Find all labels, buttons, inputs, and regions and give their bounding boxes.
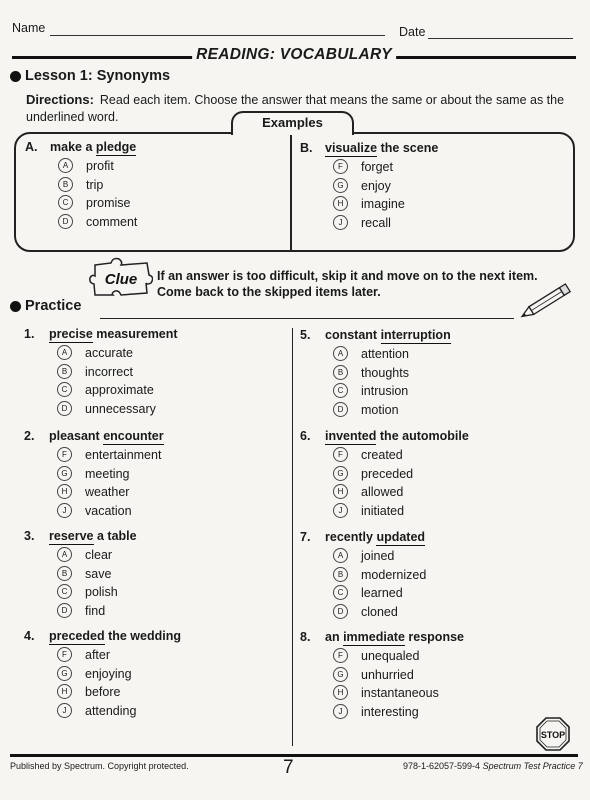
answer-bubble[interactable]: H <box>57 484 72 499</box>
question-number: 5. <box>300 328 311 342</box>
answer-bubble[interactable]: J <box>57 503 72 518</box>
answer-text: incorrect <box>85 364 133 379</box>
answer-options <box>333 446 469 520</box>
answer-text: unhurried <box>361 667 414 682</box>
answer-option[interactable] <box>58 157 137 176</box>
answer-option[interactable] <box>57 602 137 621</box>
question-stem <box>300 328 451 342</box>
answer-option[interactable] <box>57 702 181 721</box>
question-stem <box>300 141 438 155</box>
examples-divider <box>290 132 292 250</box>
question-stem <box>300 429 469 443</box>
answer-text: allowed <box>361 485 404 499</box>
clue-line-2: Come back to the skipped items later. <box>157 284 381 299</box>
footer-rule <box>10 754 578 757</box>
answer-bubble[interactable]: J <box>333 704 348 719</box>
answer-text: enjoy <box>361 178 391 193</box>
answer-bubble[interactable]: G <box>333 466 348 481</box>
clue-puzzle-icon <box>89 257 153 297</box>
stop-sign-icon <box>536 717 570 751</box>
question-number: 7. <box>300 530 311 544</box>
clue-text <box>157 269 538 300</box>
answer-text: imagine <box>361 197 405 211</box>
answer-bubble[interactable]: F <box>333 159 348 174</box>
answer-option[interactable] <box>58 213 137 232</box>
answer-option[interactable] <box>333 382 451 401</box>
answer-text: unnecessary <box>85 401 156 416</box>
answer-text: cloned <box>361 604 398 619</box>
answer-bubble[interactable]: A <box>57 547 72 562</box>
answer-option[interactable] <box>57 565 137 584</box>
answer-bubble[interactable]: B <box>333 567 348 582</box>
answer-option[interactable] <box>57 381 178 400</box>
underlined-word: immediate <box>343 630 405 644</box>
answer-bubble[interactable]: A <box>333 548 348 563</box>
answer-option[interactable] <box>58 176 137 195</box>
answer-bubble[interactable]: B <box>57 566 72 581</box>
question-item <box>25 140 137 231</box>
footer-isbn: 978-1-62057-599-4 <box>403 761 481 771</box>
answer-option[interactable] <box>333 603 426 622</box>
question-number: A. <box>25 140 38 154</box>
question-stem <box>24 429 164 443</box>
question-stem <box>24 327 178 341</box>
answer-bubble[interactable]: B <box>58 177 73 192</box>
examples-tab: Examples <box>231 111 354 135</box>
answer-option[interactable] <box>57 400 178 419</box>
name-label: Name <box>12 21 46 35</box>
answer-text: enjoying <box>85 666 132 681</box>
underlined-word: interruption <box>380 328 451 342</box>
question-item <box>300 328 451 419</box>
stem-before-text: make a <box>50 140 93 154</box>
answer-option[interactable] <box>333 195 438 214</box>
answer-option[interactable] <box>333 214 438 233</box>
answer-option[interactable] <box>57 502 164 521</box>
answer-option[interactable] <box>333 584 426 603</box>
answer-text: attention <box>361 347 409 361</box>
question-item <box>24 629 181 720</box>
answer-option[interactable] <box>333 483 469 502</box>
question-item <box>300 630 464 721</box>
clue-badge-text: Clue <box>104 271 138 288</box>
answer-text: vacation <box>85 503 132 518</box>
name-line[interactable] <box>50 35 385 36</box>
answer-option[interactable] <box>333 465 469 484</box>
question-stem <box>300 630 464 644</box>
question-number: B. <box>300 141 313 155</box>
answer-options <box>57 546 137 620</box>
stem-before-text: constant <box>325 328 378 342</box>
answer-option[interactable] <box>57 546 137 565</box>
practice-heading <box>10 298 81 314</box>
answer-bubble[interactable]: C <box>57 382 72 397</box>
answer-text: before <box>85 685 121 699</box>
directions-label: Directions: <box>26 92 94 107</box>
answer-bubble[interactable]: J <box>333 215 348 230</box>
answer-bubble[interactable]: F <box>57 447 72 462</box>
practice-title: Practice <box>25 298 82 314</box>
date-line[interactable] <box>428 38 573 39</box>
bullet-icon <box>10 71 21 82</box>
answer-text: attending <box>85 703 137 718</box>
answer-option[interactable] <box>333 364 451 383</box>
answer-options <box>57 446 164 520</box>
footer-book-info <box>403 761 583 771</box>
underlined-word: reserve <box>49 529 94 543</box>
answer-text: modernized <box>361 567 427 582</box>
underlined-word: precise <box>49 327 93 341</box>
question-item <box>300 429 469 520</box>
answer-text: motion <box>361 402 399 417</box>
answer-text: forget <box>361 160 393 174</box>
answer-text: joined <box>361 549 395 563</box>
answer-text: polish <box>85 585 118 599</box>
footer-copyright: Published by Spectrum. Copyright protected. <box>10 761 189 771</box>
answer-option[interactable] <box>58 194 137 213</box>
question-item <box>24 429 164 520</box>
question-stem <box>300 530 426 544</box>
question-item <box>24 327 178 418</box>
answer-option[interactable] <box>57 583 137 602</box>
answer-options <box>333 547 426 621</box>
answer-option[interactable] <box>333 446 469 465</box>
question-item <box>300 530 426 621</box>
answer-option[interactable] <box>333 547 426 566</box>
question-item <box>24 529 137 620</box>
answer-text: learned <box>361 586 403 600</box>
answer-text: save <box>85 566 112 581</box>
clue-line-1: If an answer is too difficult, skip it and move on to the next item. <box>157 269 538 283</box>
answer-option[interactable] <box>333 566 426 585</box>
title-bar <box>12 46 576 66</box>
date-label: Date <box>399 25 426 39</box>
answer-option[interactable] <box>57 665 181 684</box>
answer-bubble[interactable]: B <box>57 364 72 379</box>
answer-text: recall <box>361 215 391 230</box>
question-number: 8. <box>300 630 311 644</box>
answer-options <box>57 646 181 720</box>
answer-text: initiated <box>361 503 405 518</box>
answer-bubble[interactable]: F <box>333 648 348 663</box>
answer-options <box>58 157 137 231</box>
answer-text: meeting <box>85 466 130 481</box>
answer-bubble[interactable]: A <box>57 345 72 360</box>
pencil-icon <box>515 282 577 322</box>
answer-bubble[interactable]: D <box>333 604 348 619</box>
answer-option[interactable] <box>57 363 178 382</box>
question-number: 4. <box>24 629 35 643</box>
question-number: 2. <box>24 429 35 443</box>
stem-after-text: measurement <box>96 327 178 341</box>
answer-option[interactable] <box>57 683 181 702</box>
stem-before-text: pleasant <box>49 429 100 443</box>
footer-book-title: Spectrum Test Practice 7 <box>482 761 583 771</box>
answer-options <box>57 344 178 418</box>
answer-option[interactable] <box>57 646 181 665</box>
page-number: 7 <box>283 757 294 778</box>
answer-text: accurate <box>85 346 133 360</box>
answer-option[interactable] <box>57 344 178 363</box>
answer-text: created <box>361 448 403 462</box>
stem-after-text: the scene <box>380 141 439 155</box>
answer-bubble[interactable]: F <box>57 647 72 662</box>
answer-option[interactable] <box>333 684 464 703</box>
answer-text: clear <box>85 548 113 562</box>
answer-text: thoughts <box>361 365 409 380</box>
answer-option[interactable] <box>333 158 438 177</box>
answer-bubble[interactable]: J <box>57 703 72 718</box>
answer-option[interactable] <box>333 647 464 666</box>
question-stem <box>24 529 137 543</box>
answer-text: trip <box>86 177 104 192</box>
underlined-word: invented <box>325 429 377 443</box>
answer-option[interactable] <box>333 703 464 722</box>
answer-bubble[interactable]: C <box>333 383 348 398</box>
answer-text: promise <box>86 196 131 210</box>
answer-bubble[interactable]: A <box>58 158 73 173</box>
stem-before-text: recently <box>325 530 373 544</box>
answer-text: find <box>85 603 106 618</box>
stem-after-text: response <box>408 630 464 644</box>
bullet-icon <box>10 301 21 312</box>
question-number: 1. <box>24 327 35 341</box>
stem-after-text: the wedding <box>108 629 181 643</box>
answer-text: weather <box>85 485 130 499</box>
answer-text: approximate <box>85 383 154 397</box>
question-number: 6. <box>300 429 311 443</box>
answer-option[interactable] <box>333 401 451 420</box>
lesson-title: Lesson 1: Synonyms <box>25 68 171 84</box>
answer-bubble[interactable]: G <box>57 466 72 481</box>
answer-option[interactable] <box>57 483 164 502</box>
answer-bubble[interactable]: H <box>333 484 348 499</box>
answer-bubble[interactable]: F <box>333 447 348 462</box>
answer-bubble[interactable]: D <box>57 401 72 416</box>
underlined-word: encounter <box>103 429 164 443</box>
underlined-word: preceded <box>49 629 105 643</box>
lesson-heading <box>10 68 170 84</box>
answer-text: profit <box>86 159 114 173</box>
stop-text: STOP <box>540 730 566 740</box>
question-stem <box>25 140 137 154</box>
question-item <box>300 141 438 232</box>
answer-bubble[interactable]: G <box>57 666 72 681</box>
answer-options <box>333 647 464 721</box>
underlined-word: visualize <box>325 141 378 155</box>
answer-options <box>333 158 438 232</box>
underlined-word: pledge <box>95 140 137 154</box>
answer-bubble[interactable]: B <box>333 365 348 380</box>
answer-bubble[interactable]: D <box>58 214 73 229</box>
answer-option[interactable] <box>57 465 164 484</box>
answer-text: unequaled <box>361 649 420 663</box>
stem-after-text: a table <box>96 529 137 543</box>
answer-bubble[interactable]: H <box>333 685 348 700</box>
answer-option[interactable] <box>57 446 164 465</box>
answer-bubble[interactable]: G <box>333 667 348 682</box>
answer-bubble[interactable]: J <box>333 503 348 518</box>
answer-bubble[interactable]: D <box>333 402 348 417</box>
practice-rule <box>100 318 514 319</box>
answer-option[interactable] <box>333 345 451 364</box>
answer-option[interactable] <box>333 177 438 196</box>
answer-options <box>333 345 451 419</box>
answer-option[interactable] <box>333 502 469 521</box>
answer-option[interactable] <box>333 666 464 685</box>
answer-bubble[interactable]: A <box>333 346 348 361</box>
stem-before-text: an <box>325 630 340 644</box>
column-divider <box>292 328 293 746</box>
answer-text: preceded <box>361 466 414 481</box>
answer-bubble[interactable]: H <box>333 196 348 211</box>
question-number: 3. <box>24 529 35 543</box>
answer-bubble[interactable]: C <box>58 195 73 210</box>
answer-bubble[interactable]: C <box>57 584 72 599</box>
answer-text: intrusion <box>361 384 409 398</box>
question-stem <box>24 629 181 643</box>
page-title: READING: VOCABULARY <box>192 46 396 64</box>
answer-text: after <box>85 648 111 662</box>
answer-text: comment <box>86 214 138 229</box>
answer-bubble[interactable]: G <box>333 178 348 193</box>
answer-text: instantaneous <box>361 686 439 700</box>
answer-bubble[interactable]: H <box>57 684 72 699</box>
answer-text: entertainment <box>85 448 162 462</box>
stem-after-text: the automobile <box>379 429 469 443</box>
answer-text: interesting <box>361 704 419 719</box>
directions-text: Read each item. Choose the answer that means the same or about the same as the underlined word. <box>26 93 565 124</box>
underlined-word: updated <box>376 530 426 544</box>
answer-bubble[interactable]: C <box>333 585 348 600</box>
answer-bubble[interactable]: D <box>57 603 72 618</box>
